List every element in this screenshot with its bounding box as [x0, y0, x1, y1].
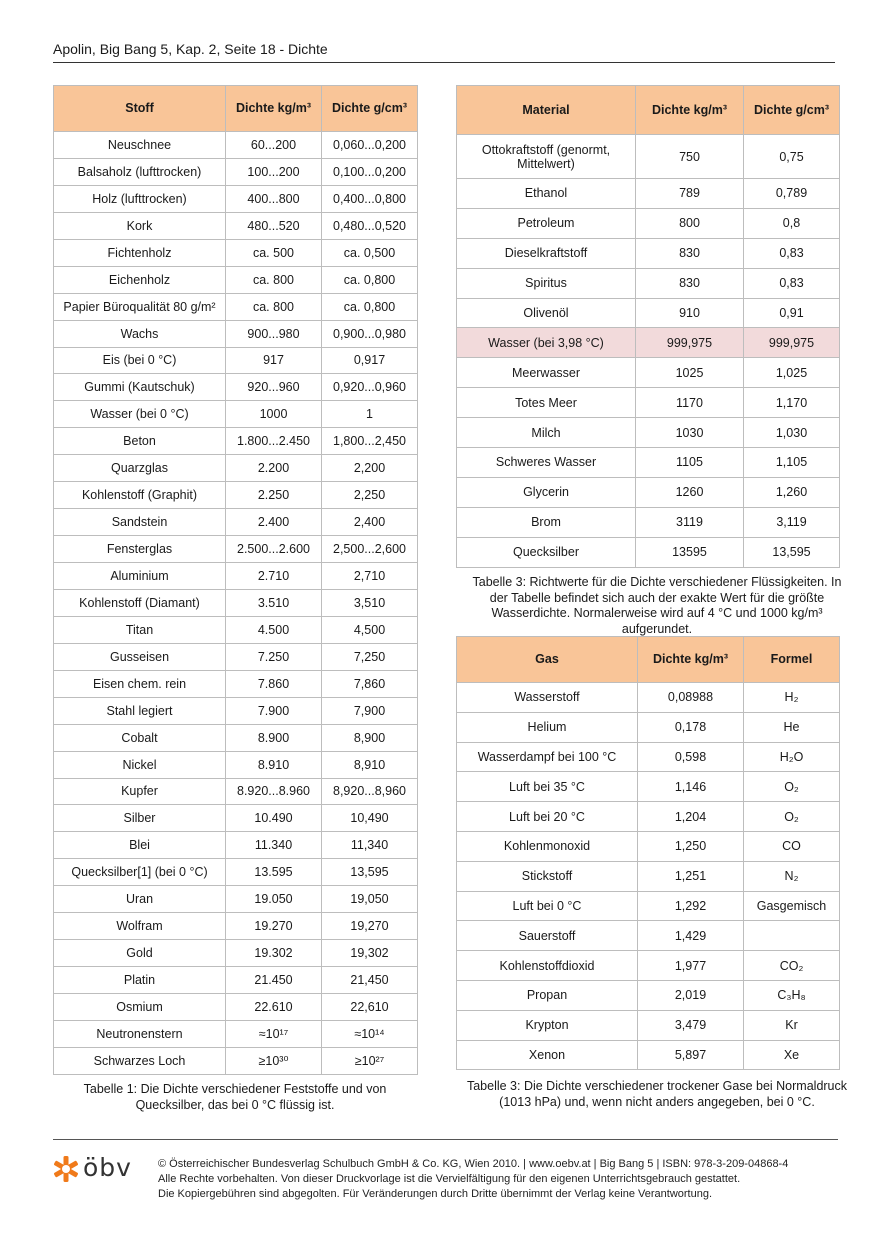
table-row	[457, 418, 840, 448]
table-cell: Gasgemisch	[744, 891, 840, 921]
table-cell: ca. 0,800	[322, 293, 418, 320]
table-cell: ca. 500	[226, 239, 322, 266]
table-cell: Petroleum	[457, 208, 636, 238]
column-header-formel: Formel	[744, 637, 840, 683]
table-cell: Eis (bei 0 °C)	[54, 347, 226, 374]
table-cell: 7.900	[226, 697, 322, 724]
table-cell: 13,595	[322, 859, 418, 886]
table-cell: Olivenöl	[457, 298, 636, 328]
header-text: Dichte g/cm³	[331, 101, 407, 115]
gases-density-table	[456, 636, 840, 1070]
table-cell: 1,030	[744, 418, 840, 448]
table-row	[54, 212, 418, 239]
table-cell: 3,510	[322, 589, 418, 616]
header-text: Dichte g/cm³	[753, 102, 829, 117]
table-row	[54, 940, 418, 967]
table-cell: 19,302	[322, 940, 418, 967]
table-cell: Neutronenstern	[54, 1020, 226, 1047]
table-row	[54, 886, 418, 913]
table-cell: 1,105	[744, 448, 840, 478]
table-cell: Kohlenmonoxid	[457, 831, 638, 861]
table-cell: 7,250	[322, 643, 418, 670]
table-cell: 0,83	[744, 238, 840, 268]
table-row	[457, 891, 840, 921]
table-row	[54, 455, 418, 482]
table-cell: 19,050	[322, 886, 418, 913]
table-cell: 19,270	[322, 913, 418, 940]
column-header-dichte-g-cm3	[744, 86, 840, 135]
header-text: Dichte kg/m³	[652, 652, 728, 666]
table-cell: 1,977	[638, 951, 744, 981]
table-cell: CO	[744, 831, 840, 861]
footer-line: Die Kopiergebühren sind abgegolten. Für Veränderungen durch Dritte übernimmt der Verlag keine Verantwortung.	[158, 1188, 713, 1200]
table-cell: 8.900	[226, 724, 322, 751]
table-cell: 800	[636, 208, 744, 238]
table-row	[54, 967, 418, 994]
table-cell: 2,710	[322, 563, 418, 590]
table-cell: Xe	[744, 1040, 840, 1070]
table-cell: Quecksilber	[457, 537, 636, 567]
table-cell: Wasserstoff	[457, 683, 638, 713]
table-cell: 1,260	[744, 477, 840, 507]
table-cell: 1025	[636, 358, 744, 388]
table-cell: Sauerstoff	[457, 921, 638, 951]
table-cell: Titan	[54, 616, 226, 643]
table-cell: N₂	[744, 861, 840, 891]
table-cell: 1000	[226, 401, 322, 428]
table-cell: Kohlenstoff (Diamant)	[54, 589, 226, 616]
table-cell: Uran	[54, 886, 226, 913]
table-cell: Totes Meer	[457, 388, 636, 418]
table-cell: 917	[226, 347, 322, 374]
table-cell: Luft bei 35 °C	[457, 772, 638, 802]
table-row	[54, 1047, 418, 1074]
table-cell: 400...800	[226, 185, 322, 212]
table-cell: 900...980	[226, 320, 322, 347]
table-cell: ≈10¹⁴	[322, 1020, 418, 1047]
table-cell: 1,025	[744, 358, 840, 388]
table-row	[457, 388, 840, 418]
table-cell: 0,400...0,800	[322, 185, 418, 212]
table-cell: Luft bei 20 °C	[457, 802, 638, 832]
table-cell: 0,920...0,960	[322, 374, 418, 401]
table-cell: Propan	[457, 980, 638, 1010]
table-cell: 789	[636, 179, 744, 209]
table-cell: Gold	[54, 940, 226, 967]
table-cell: Holz (lufttrocken)	[54, 185, 226, 212]
table-cell: 2,250	[322, 482, 418, 509]
table-cell: 1170	[636, 388, 744, 418]
table-row	[457, 268, 840, 298]
table-cell: CO₂	[744, 951, 840, 981]
table-cell: 0,900...0,980	[322, 320, 418, 347]
table-cell: 2.200	[226, 455, 322, 482]
table-cell: 5,897	[638, 1040, 744, 1070]
table-cell: Kr	[744, 1010, 840, 1040]
table-row	[457, 507, 840, 537]
table-cell: 11.340	[226, 832, 322, 859]
table-cell: Cobalt	[54, 724, 226, 751]
table-cell: Schweres Wasser	[457, 448, 636, 478]
table-cell: Blei	[54, 832, 226, 859]
table-cell: 8,900	[322, 724, 418, 751]
table-row	[54, 670, 418, 697]
table-cell: Wachs	[54, 320, 226, 347]
table-cell: Milch	[457, 418, 636, 448]
table-cell: 13595	[636, 537, 744, 567]
table-row	[457, 712, 840, 742]
column-header-dichte-kg-m3	[638, 637, 744, 683]
table-row	[457, 742, 840, 772]
table-cell: Wasserdampf bei 100 °C	[457, 742, 638, 772]
table-cell: ≥10²⁷	[322, 1047, 418, 1074]
liquids-density-table	[456, 85, 840, 568]
table-cell: 19.050	[226, 886, 322, 913]
table3-caption: Tabelle 3: Die Dichte verschiedener trockener Gase bei Normaldruck (1013 hPa) und, wenn nicht anders angegeben, bei 0 °C.	[466, 1079, 848, 1109]
table-row	[54, 832, 418, 859]
table-cell: Krypton	[457, 1010, 638, 1040]
table-row	[54, 778, 418, 805]
table-cell: Wasser (bei 3,98 °C)	[457, 328, 636, 358]
table-row	[54, 185, 418, 212]
table-row	[54, 724, 418, 751]
footer-copyright	[158, 1157, 848, 1202]
table-cell: 1,251	[638, 861, 744, 891]
table-cell: 2.250	[226, 482, 322, 509]
footer-divider	[53, 1139, 838, 1140]
table-row	[54, 805, 418, 832]
table-cell: 0,100...0,200	[322, 158, 418, 185]
table-cell: 1,429	[638, 921, 744, 951]
table-cell: ca. 800	[226, 266, 322, 293]
table-cell: Wasser (bei 0 °C)	[54, 401, 226, 428]
table-cell: Wolfram	[54, 913, 226, 940]
table-cell: Fichtenholz	[54, 239, 226, 266]
table-cell: 2,019	[638, 980, 744, 1010]
table-cell: 1,170	[744, 388, 840, 418]
table-cell: 13,595	[744, 537, 840, 567]
table-cell: Eichenholz	[54, 266, 226, 293]
table-cell: 1,204	[638, 802, 744, 832]
table-cell: Kork	[54, 212, 226, 239]
footer-line: © Österreichischer Bundesverlag Schulbuch GmbH & Co. KG, Wien 2010. | www.oebv.at | Big Bang 5 | ISBN: 978-3-209-04868-4	[158, 1158, 789, 1170]
table-cell: 1030	[636, 418, 744, 448]
table-cell: Kupfer	[54, 778, 226, 805]
table-row	[54, 697, 418, 724]
table-row	[54, 994, 418, 1021]
table-row	[54, 401, 418, 428]
table-cell: ≥10³⁰	[226, 1047, 322, 1074]
table-row	[54, 239, 418, 266]
table-cell: 21.450	[226, 967, 322, 994]
table-cell: 10.490	[226, 805, 322, 832]
table-cell: 999,975	[744, 328, 840, 358]
column-header-dichte-g-cm3	[322, 86, 418, 132]
table-cell: 22.610	[226, 994, 322, 1021]
table-cell: O₂	[744, 802, 840, 832]
table-row	[457, 328, 840, 358]
table-row	[457, 135, 840, 179]
table-cell: 19.270	[226, 913, 322, 940]
table-cell: Meerwasser	[457, 358, 636, 388]
table-cell: 1,800...2,450	[322, 428, 418, 455]
table2-caption: Tabelle 3: Richtwerte für die Dichte verschiedener Flüssigkeiten. In der Tabelle befindet sich auch der exakte Wert für die größte Wasserdichte. Normalerweise wird auf 4 °C und 1000 kg/m³ aufgerundet.	[472, 575, 842, 636]
oebv-logo	[53, 1153, 153, 1183]
table-cell: 1105	[636, 448, 744, 478]
column-header-stoff: Stoff	[54, 86, 226, 132]
table-cell: Quecksilber[1] (bei 0 °C)	[54, 859, 226, 886]
table-row	[457, 179, 840, 209]
table-cell: Luft bei 0 °C	[457, 891, 638, 921]
table-cell: 2,400	[322, 509, 418, 536]
table-cell: 0,08988	[638, 683, 744, 713]
table-cell: Kohlenstoffdioxid	[457, 951, 638, 981]
table-cell: Stickstoff	[457, 861, 638, 891]
table-cell: 910	[636, 298, 744, 328]
table-cell: 7.250	[226, 643, 322, 670]
table-cell: Gummi (Kautschuk)	[54, 374, 226, 401]
table-row	[54, 293, 418, 320]
table-row	[457, 802, 840, 832]
table-cell: 22,610	[322, 994, 418, 1021]
table-cell: Papier Büroqualität 80 g/m²	[54, 293, 226, 320]
table-row	[457, 951, 840, 981]
table-cell: 7,860	[322, 670, 418, 697]
oebv-star-icon	[53, 1155, 79, 1183]
table-cell: 0,75	[744, 135, 840, 179]
table-cell: Glycerin	[457, 477, 636, 507]
table-cell: 8.920...8.960	[226, 778, 322, 805]
table-cell: Balsaholz (lufttrocken)	[54, 158, 226, 185]
table-cell: 3,479	[638, 1010, 744, 1040]
table-cell: 0,8	[744, 208, 840, 238]
table-cell: 19.302	[226, 940, 322, 967]
table-cell: 0,598	[638, 742, 744, 772]
table-cell: 0,789	[744, 179, 840, 209]
table-row	[54, 266, 418, 293]
table-cell: H₂	[744, 683, 840, 713]
table-cell: 750	[636, 135, 744, 179]
table-cell: 100...200	[226, 158, 322, 185]
table-cell: 3119	[636, 507, 744, 537]
table-row	[54, 589, 418, 616]
table-row	[457, 238, 840, 268]
table-row	[54, 563, 418, 590]
column-header-material: Material	[457, 86, 636, 135]
table-cell: 3,119	[744, 507, 840, 537]
table-cell: 1,146	[638, 772, 744, 802]
table-cell: 60...200	[226, 132, 322, 159]
table-cell: 2.500...2.600	[226, 536, 322, 563]
table-cell: 1260	[636, 477, 744, 507]
column-header-dichte-kg-m3	[226, 86, 322, 132]
table-row	[54, 132, 418, 159]
table-cell: ca. 0,500	[322, 239, 418, 266]
table-cell: Nickel	[54, 751, 226, 778]
table-cell: 1.800...2.450	[226, 428, 322, 455]
table-cell: 1,292	[638, 891, 744, 921]
table-row	[54, 859, 418, 886]
table-row	[457, 477, 840, 507]
table-cell: 2,200	[322, 455, 418, 482]
table-cell: He	[744, 712, 840, 742]
table-cell: Dieselkraftstoff	[457, 238, 636, 268]
table-cell: 4.500	[226, 616, 322, 643]
table-cell: 2.400	[226, 509, 322, 536]
table-cell: 0,91	[744, 298, 840, 328]
table-cell: 10,490	[322, 805, 418, 832]
table-cell: Fensterglas	[54, 536, 226, 563]
table-row	[54, 374, 418, 401]
table-row	[457, 772, 840, 802]
table-row	[54, 913, 418, 940]
table-cell: 8,920...8,960	[322, 778, 418, 805]
table1-caption: Tabelle 1: Die Dichte verschiedener Feststoffe und von Quecksilber, das bei 0 °C flüssig ist.	[83, 1082, 387, 1112]
table-cell: Xenon	[457, 1040, 638, 1070]
footer-line: Alle Rechte vorbehalten. Von dieser Druckvorlage ist die Vervielfältigung für den eigenen Unterrichtsgebrauch gestattet.	[158, 1173, 741, 1185]
table-cell: Neuschnee	[54, 132, 226, 159]
table-cell: Helium	[457, 712, 638, 742]
table-cell: 2,500...2,600	[322, 536, 418, 563]
table-cell: Sandstein	[54, 509, 226, 536]
table-cell: Eisen chem. rein	[54, 670, 226, 697]
table-cell: 0,480...0,520	[322, 212, 418, 239]
table-row	[54, 616, 418, 643]
table-row	[54, 158, 418, 185]
table-cell: 0,060...0,200	[322, 132, 418, 159]
table-cell: 830	[636, 268, 744, 298]
table-cell: 0,83	[744, 268, 840, 298]
table-row	[54, 509, 418, 536]
table-cell: O₂	[744, 772, 840, 802]
table-cell: 999,975	[636, 328, 744, 358]
table-cell: 1,250	[638, 831, 744, 861]
table-row	[457, 1010, 840, 1040]
table-cell: ca. 800	[226, 293, 322, 320]
table-row	[457, 861, 840, 891]
header-text: Dichte kg/m³	[235, 101, 311, 115]
table-row	[54, 751, 418, 778]
table-cell: Gusseisen	[54, 643, 226, 670]
header-text: Dichte kg/m³	[651, 102, 727, 117]
table-row	[54, 320, 418, 347]
table-cell: Platin	[54, 967, 226, 994]
table-cell: 920...960	[226, 374, 322, 401]
table-cell: 11,340	[322, 832, 418, 859]
table-cell: Ottokraftstoff (genormt, Mittelwert)	[457, 135, 636, 179]
table-row	[54, 536, 418, 563]
table-cell: 8.910	[226, 751, 322, 778]
table-cell: 830	[636, 238, 744, 268]
table-row	[457, 831, 840, 861]
table-cell: 7.860	[226, 670, 322, 697]
table-cell: C₃H₈	[744, 980, 840, 1010]
table-row	[457, 358, 840, 388]
table-row	[54, 1020, 418, 1047]
table-row	[457, 1040, 840, 1070]
table-cell: Spiritus	[457, 268, 636, 298]
column-header-dichte-kg-m3	[636, 86, 744, 135]
table-cell: 0,917	[322, 347, 418, 374]
table-row	[54, 347, 418, 374]
table-cell: 3.510	[226, 589, 322, 616]
table-cell	[744, 921, 840, 951]
table-cell: Quarzglas	[54, 455, 226, 482]
table-row	[457, 683, 840, 713]
table-cell: 0,178	[638, 712, 744, 742]
page-header: Apolin, Big Bang 5, Kap. 2, Seite 18 - Dichte	[53, 41, 835, 63]
table-cell: ca. 0,800	[322, 266, 418, 293]
table-cell: 21,450	[322, 967, 418, 994]
table-cell: Schwarzes Loch	[54, 1047, 226, 1074]
table-row	[457, 537, 840, 567]
table-row	[54, 428, 418, 455]
table-cell: Aluminium	[54, 563, 226, 590]
logo-text: öbv	[83, 1153, 132, 1182]
table-row	[54, 643, 418, 670]
table-cell: Silber	[54, 805, 226, 832]
table-cell: Ethanol	[457, 179, 636, 209]
table-cell: Osmium	[54, 994, 226, 1021]
table-cell: Beton	[54, 428, 226, 455]
table-cell: 1	[322, 401, 418, 428]
table-cell: 2.710	[226, 563, 322, 590]
table-cell: 13.595	[226, 859, 322, 886]
table-cell: 480...520	[226, 212, 322, 239]
table-row	[457, 298, 840, 328]
table-cell: H₂O	[744, 742, 840, 772]
solids-density-table	[53, 85, 418, 1075]
table-cell: 4,500	[322, 616, 418, 643]
table-cell: Stahl legiert	[54, 697, 226, 724]
table-row	[54, 482, 418, 509]
table-row	[457, 208, 840, 238]
table-row	[457, 448, 840, 478]
table-cell: Brom	[457, 507, 636, 537]
table-row	[457, 980, 840, 1010]
table-row	[457, 921, 840, 951]
table-cell: 7,900	[322, 697, 418, 724]
table-cell: ≈10¹⁷	[226, 1020, 322, 1047]
table-cell: 8,910	[322, 751, 418, 778]
table-cell: Kohlenstoff (Graphit)	[54, 482, 226, 509]
column-header-gas: Gas	[457, 637, 638, 683]
